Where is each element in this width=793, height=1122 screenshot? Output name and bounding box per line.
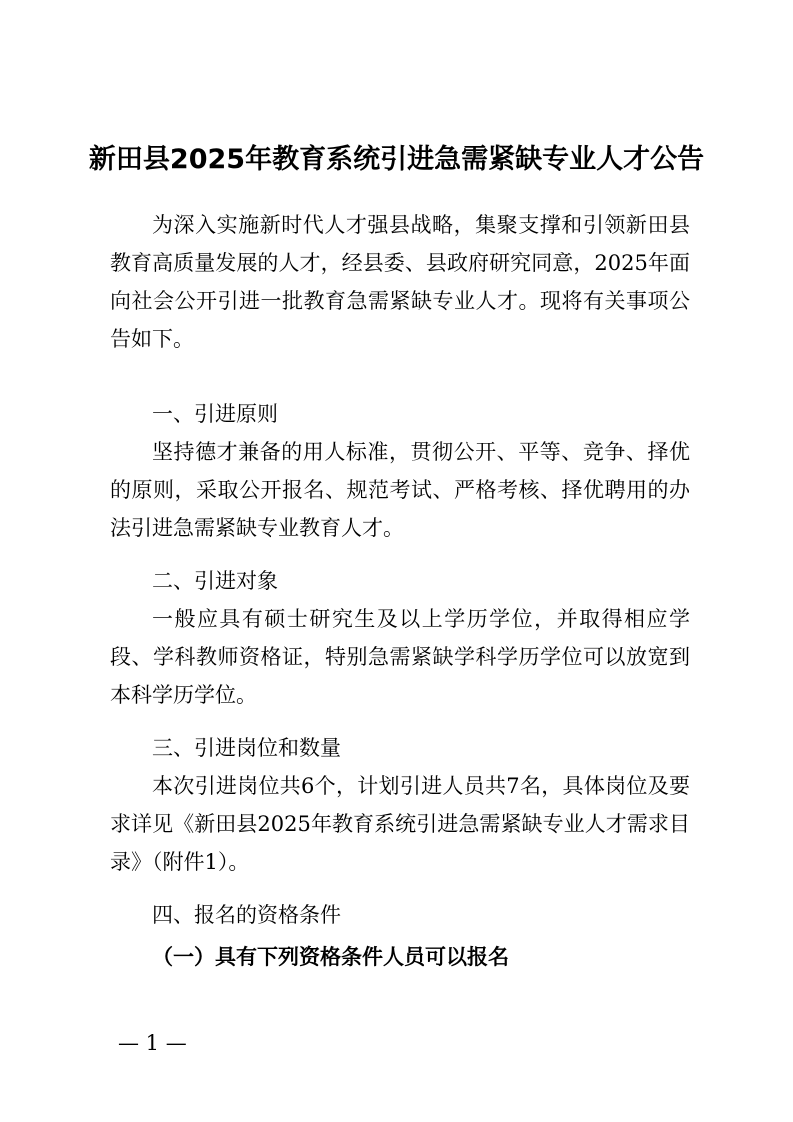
subheading-eligible: （一）具有下列资格条件人员可以报名: [152, 944, 509, 969]
section-text-positions: 本次引进岗位共6个，计划引进人员共7名，具体岗位及要求详见《新田县2025年教育系统引进急需紧缺专业人才需求目录》（附件1）。: [110, 774, 690, 874]
section-text-targets: 一般应具有硕士研究生及以上学历学位，并取得相应学段、学科教师资格证，特别急需紧缺学科学历学位可以放宽到本科学历学位。: [110, 607, 690, 707]
page-number: — 1 —: [118, 1031, 187, 1055]
section-heading-qualifications: 四、报名的资格条件: [152, 903, 341, 927]
intro-paragraph: 为深入实施新时代人才强县战略，集聚支撑和引领新田县教育高质量发展的人才，经县委、县政府研究同意，2025年面向社会公开引进一批教育急需紧缺专业人才。现将有关事项公告如下。: [110, 213, 690, 351]
section-heading-positions: 三、引进岗位和数量: [152, 736, 341, 760]
section-heading-principles: 一、引进原则: [152, 402, 278, 426]
page-title: 新田县2025年教育系统引进急需紧缺专业人才公告: [88, 144, 705, 175]
section-heading-targets: 二、引进对象: [152, 569, 278, 593]
section-text-principles: 坚持德才兼备的用人标准，贯彻公开、平等、竞争、择优的原则，采取公开报名、规范考试、严格考核、择优聘用的办法引进急需紧缺专业教育人才。: [110, 440, 690, 540]
